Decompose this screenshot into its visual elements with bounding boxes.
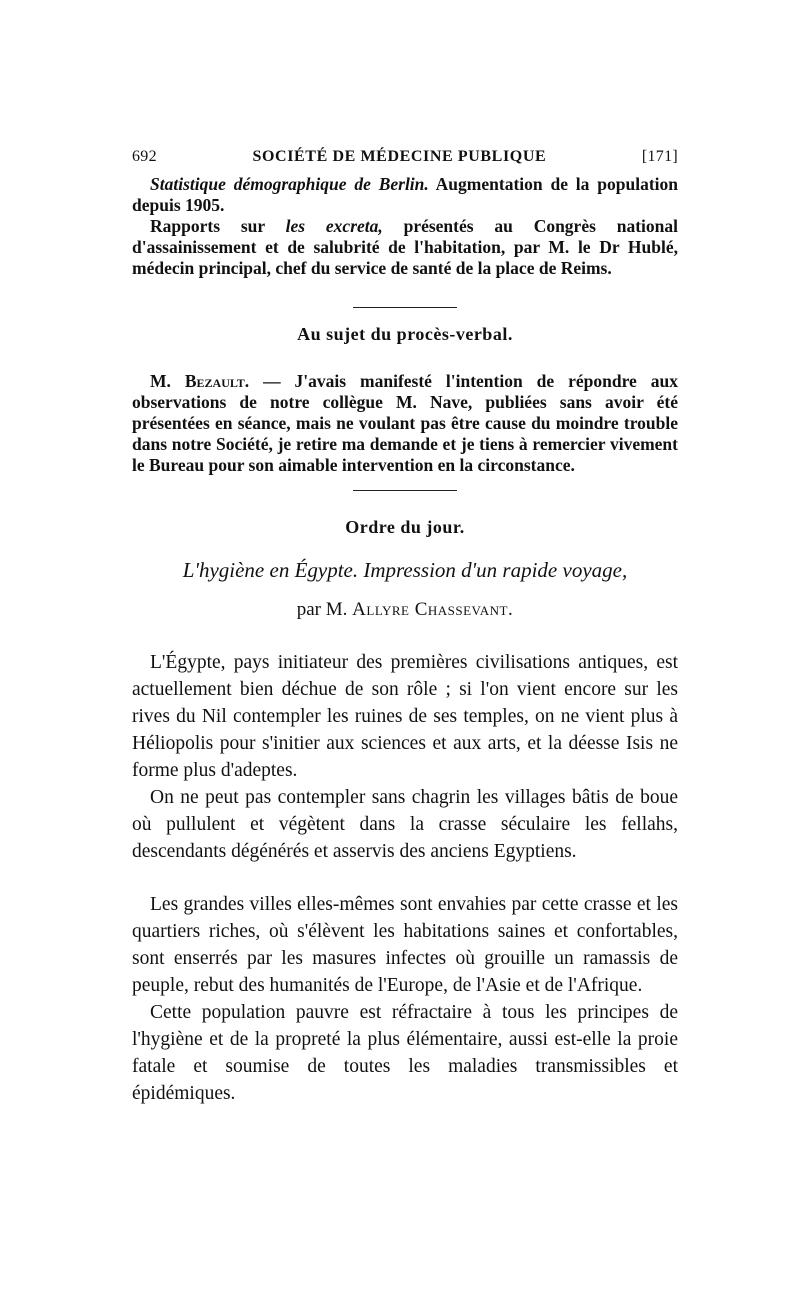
intro-paragraph-1: [132, 174, 678, 216]
running-head: [132, 148, 678, 166]
divider-rule-1: [353, 307, 457, 308]
proces-verbal-block: [132, 371, 678, 476]
section-title-proces-verbal: Au sujet du procès-verbal.: [297, 324, 513, 344]
proces-verbal-text: — J'avais manifesté l'intention de répondre aux observations de notre collègue M. Nave, publiées sans avoir été présentées en séance, mais ne voulant pas être cause du moindre trouble dans notre Société, je retire ma demande et je tiens à remercier vivement le Bureau pour son aimable intervention en la circonstance.: [132, 371, 678, 475]
intro-text-1: Augmentation de la population depuis 1905.: [132, 174, 678, 215]
intro-title-italic: Statistique démographique de Berlin.: [150, 174, 429, 194]
byline-prefix: par M.: [296, 599, 353, 620]
intro-italic-2: les excreta,: [285, 216, 383, 236]
section-title-ordre-du-jour: Ordre du jour.: [345, 517, 465, 537]
intro-block: [132, 174, 678, 279]
page-number: 692: [132, 148, 157, 165]
page: [132, 148, 678, 1107]
intro-text-2b: présentés au Congrès national d'assainissement et de salubrité de l'habitation, par M. le Dr Hublé, médecin principal, chef du service de santé de la place de Reims.: [132, 216, 678, 278]
speaker-name: Bezault.: [184, 371, 250, 391]
speaker-prefix: M.: [150, 371, 185, 391]
article-body: [132, 649, 678, 1107]
folio-number: [171]: [641, 148, 678, 165]
intro-text-2a: Rapports sur: [150, 216, 286, 236]
author-name: Allyre Chassevant.: [352, 599, 514, 620]
body-paragraph: Les grandes villes elles-mêmes sont envahies par cette crasse et les quartiers riches, où s'élèvent les habitations saines et confortables, sont enserrés par les masures infectes où grouille un ramassis de peuple, rebut des humanités de l'Europe, de l'Asie et de l'Afrique.: [132, 894, 678, 996]
body-paragraph: L'Égypte, pays initiateur des premières civilisations antiques, est actuellement bien déchue de son rôle ; si l'on vient encore sur les rives du Nil contempler les ruines de ses temples, on ne vient plus à Héliopolis pour s'initier aux sciences et aux arts, et la déesse Isis ne forme plus d'adeptes.: [132, 652, 678, 781]
divider-rule-2: [353, 490, 457, 491]
body-paragraph: On ne peut pas contempler sans chagrin les villages bâtis de boue où pullulent et végètent dans la crasse séculaire les fellahs, descendants dégénérés et asservis des anciens Egyptiens.: [132, 787, 678, 862]
journal-title: SOCIÉTÉ DE MÉDECINE PUBLIQUE: [252, 148, 547, 165]
article-title: L'hygiène en Égypte. Impression d'un rapide voyage,: [182, 558, 628, 582]
article-byline: [132, 599, 678, 621]
proces-verbal-paragraph: [132, 371, 678, 476]
body-paragraph: Cette population pauvre est réfractaire à tous les principes de l'hygiène et de la propreté la plus élémentaire, aussi est-elle la proie fatale et soumise de toutes les maladies transmissibles et épidémiques.: [132, 1002, 678, 1104]
intro-paragraph-2: [132, 216, 678, 279]
